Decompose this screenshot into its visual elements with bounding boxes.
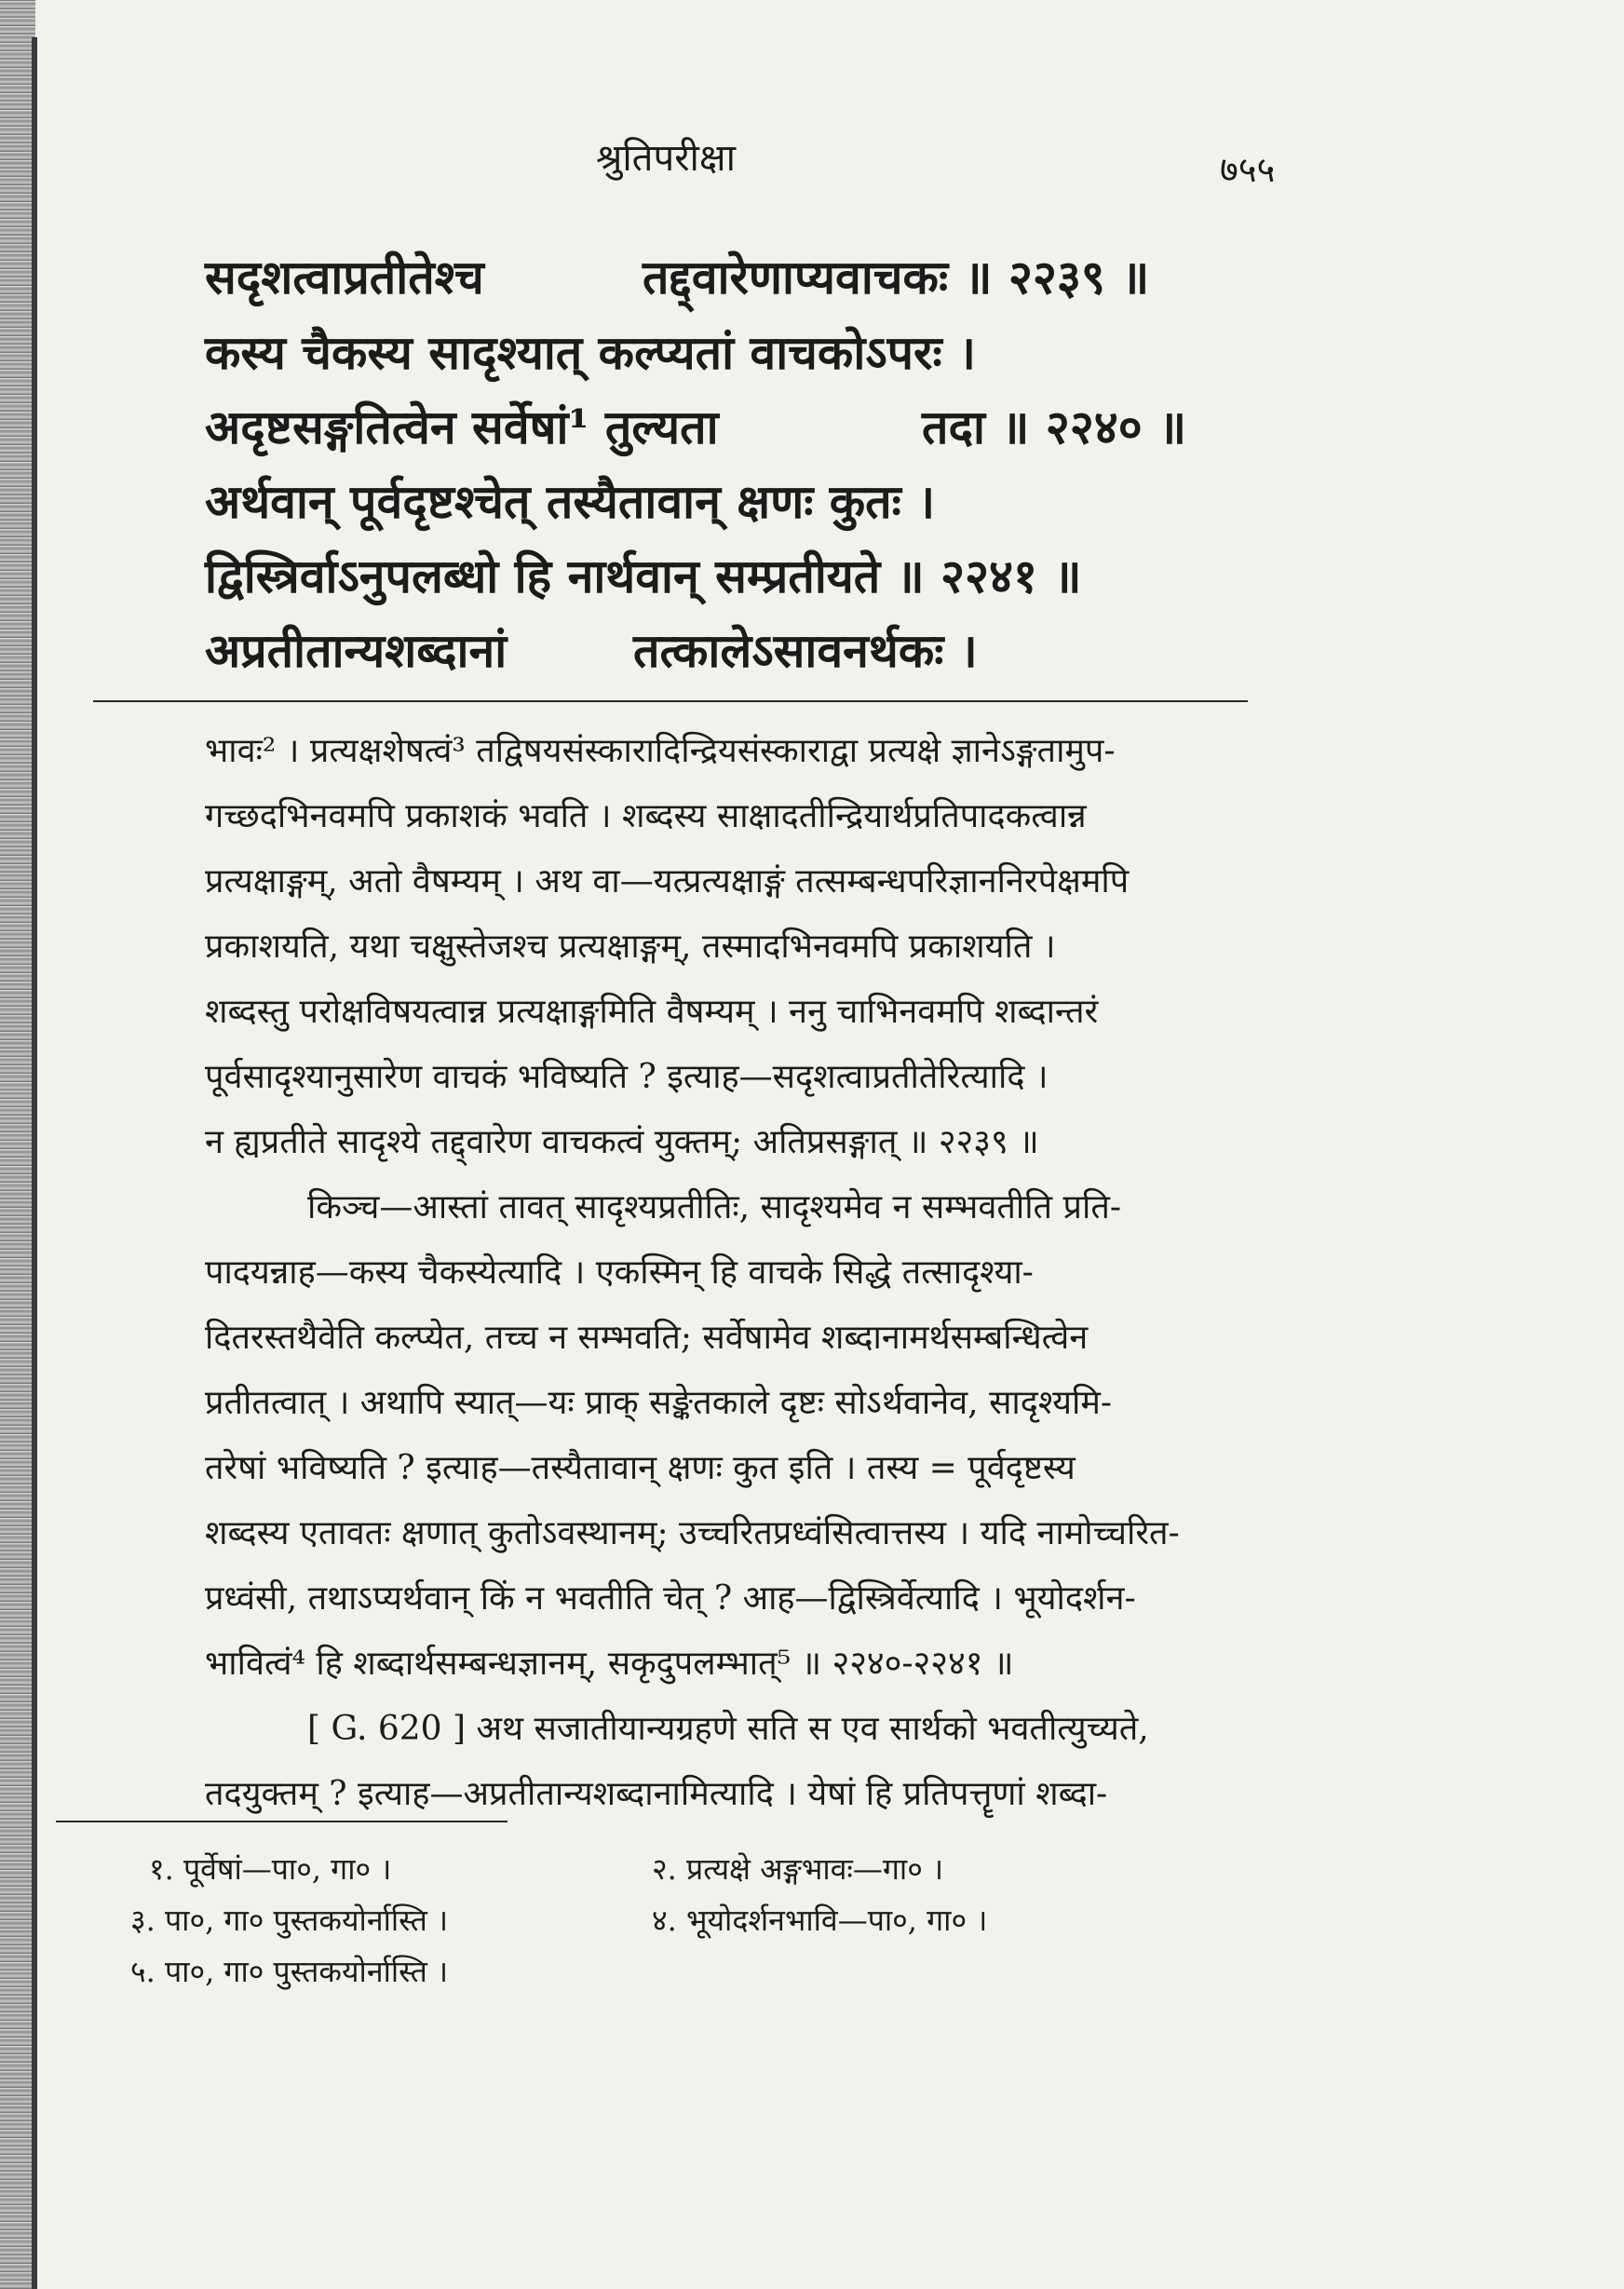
- commentary-line: तरेषां भविष्यति ? इत्याह—तस्यैतावान् क्षणः कुत इति । तस्य = पूर्वदृष्टस्य: [205, 1449, 1076, 1487]
- commentary-line: शब्दस्य एतावतः क्षणात् कुतोऽवस्थानम्; उच्चरितप्रध्वंसित्वात्तस्य । यदि नामोच्चरित-: [205, 1514, 1180, 1552]
- verse-1-left: सदृशत्वाप्रतीतेश्च: [205, 250, 484, 305]
- running-title: श्रुतिपरीक्षा: [596, 137, 736, 180]
- commentary-line: भावित्वं⁴ हि शब्दार्थसम्बन्धज्ञानम्, सकृदुपलम्भात्⁵ ॥ २२४०-२२४१ ॥: [205, 1645, 1014, 1683]
- footnote-divider: [56, 1821, 508, 1822]
- verse-6-left: अप्रतीतान्यशब्दानां: [205, 623, 508, 678]
- verse-line-4: [205, 468, 1276, 534]
- commentary-line: गच्छदभिनवमपि प्रकाशकं भवति । शब्दस्य साक्षादतीन्द्रियार्थप्रतिपादकत्वान्न: [205, 797, 1087, 835]
- commentary-line: प्रत्यक्षाङ्गम्, अतो वैषम्यम् । अथ वा—यत्प्रत्यक्षाङ्गं तत्सम्बन्धपरिज्ञाननिरपेक्षमपि: [205, 862, 1130, 901]
- commentary-line: दितरस्तथैवेति कल्प्येत, तच्च न सम्भवति; सर्वेषामेव शब्दानामर्थसम्बन्धित्वेन: [205, 1319, 1089, 1357]
- verse-line-1: [205, 244, 1276, 309]
- commentary-line: न ह्यप्रतीते सादृश्ये तद्द्वारेण वाचकत्वं युक्तम्; अतिप्रसङ्गात् ॥ २२३९ ॥: [205, 1123, 1039, 1161]
- footnote-2: २. प्रत्यक्षे अङ्गभावः—गा० ।: [652, 1851, 944, 1887]
- verse-line-5: [205, 543, 1276, 608]
- commentary-line: भावः² । प्रत्यक्षशेषत्वं³ तद्विषयसंस्कारादिन्द्रियसंस्काराद्वा प्रत्यक्षे ज्ञानेऽङ्गतामुप-: [205, 732, 1116, 770]
- commentary-line: प्रतीतत्वात् । अथापि स्यात्—यः प्राक् सङ्केतकाले दृष्टः सोऽर्थवानेव, सादृश्यमि-: [205, 1384, 1113, 1422]
- commentary-line: प्रध्वंसी, तथाऽप्यर्थवान् किं न भवतीति चेत् ? आह—द्विस्त्रिर्वेत्यादि । भूयोदर्शन-: [205, 1579, 1136, 1618]
- commentary-line: शब्दस्तु परोक्षविषयत्वान्न प्रत्यक्षाङ्गमिति वैषम्यम् । ननु चाभिनवमपि शब्दान्तरं: [205, 993, 1099, 1031]
- footnote-5: ५. पा०, गा० पुस्तकयोर्नास्ति ।: [130, 1954, 449, 1989]
- commentary-line: पूर्वसादृश्यानुसारेण वाचकं भविष्यति ? इत्याह—सदृशत्वाप्रतीतेरित्यादि ।: [205, 1058, 1049, 1096]
- commentary-line-gaekwad-ref: [ G. 620 ] अथ सजातीयान्यग्रहणे सति स एव सार्थको भवतीत्युच्यते,: [307, 1710, 1149, 1748]
- verse-3-left: अदृष्टसङ्गतित्वेन सर्वेषां¹ तुल्यता: [205, 400, 719, 454]
- verse-line-6: [205, 617, 1276, 683]
- verse-3-right: तदा ॥ २२४० ॥: [922, 400, 1187, 454]
- footnote-3: ३. पा०, गा० पुस्तकयोर्नास्ति ।: [130, 1903, 449, 1938]
- verse-1-right: तद्द्वारेणाप्यवाचकः ॥ २२३९ ॥: [643, 250, 1150, 305]
- commentary-line: पादयन्नाह—कस्य चैकस्येत्यादि । एकस्मिन् हि वाचके सिद्धे तत्सादृश्या-: [205, 1253, 1034, 1292]
- verse-2-left: कस्य चैकस्य सादृश्यात् कल्प्यतां वाचकोऽपरः ।: [205, 325, 976, 380]
- verse-line-2: [205, 319, 1276, 385]
- commentary-line: प्रकाशयति, यथा चक्षुस्तेजश्च प्रत्यक्षाङ्गम्, तस्मादभिनवमपि प्रकाशयति ।: [205, 928, 1056, 966]
- verse-4-left: अर्थवान् पूर्वदृष्टश्चेत् तस्यैतावान् क्षणः कुतः ।: [205, 474, 936, 529]
- verse-6-right: तत्कालेऽसावनर्थकः ।: [633, 623, 978, 678]
- verse-line-3: [205, 394, 1276, 459]
- page-number: ७५५: [1220, 149, 1276, 190]
- commentary-line: तदयुक्तम् ? इत्याह—अप्रतीतान्यशब्दानामित्यादि । येषां हि प्रतिपत्तॄणां शब्दा-: [205, 1775, 1108, 1813]
- footnote-4: ४. भूयोदर्शनभावि—पा०, गा० ।: [652, 1903, 988, 1938]
- commentary-line: किञ्च—आस्तां तावत् सादृश्यप्रतीतिः, सादृश्यमेव न सम्भवतीति प्रति-: [307, 1188, 1122, 1226]
- footnote-1: १. पूर्वेषां—पा०, गा० ।: [149, 1851, 392, 1887]
- verse-5-left: द्विस्त्रिर्वाऽनुपलब्धो हि नार्थवान् सम्प्रतीयते ॥ २२४१ ॥: [205, 549, 1082, 603]
- verse-commentary-divider: [93, 700, 1248, 702]
